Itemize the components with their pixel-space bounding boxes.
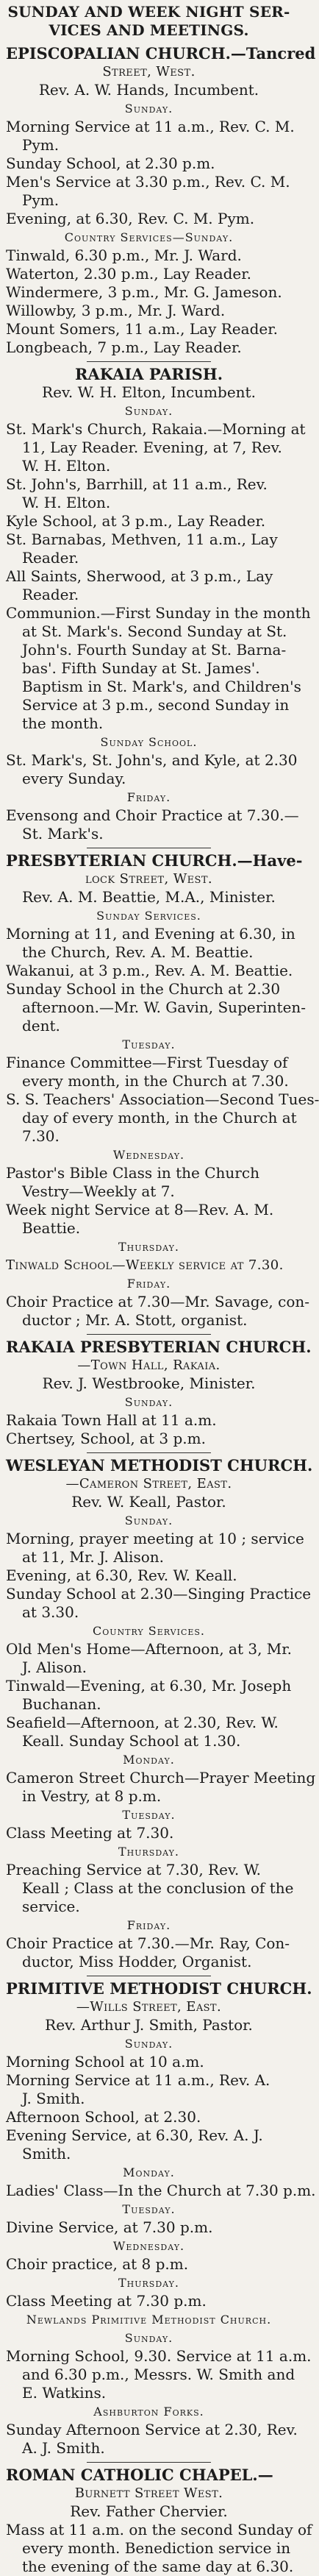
service-line: the evening of the same day at 6.30. <box>22 2558 294 2575</box>
service-line: Finance Committee—First Tuesday of <box>6 1054 288 1071</box>
service-line: Beattie. <box>22 1219 81 1237</box>
page-title-line-2: VICES AND MEETINGS. <box>49 21 249 39</box>
service-line: Men's Service at 3.30 p.m., Rev. C. M. <box>6 173 290 191</box>
section-minister: Rev. Father Chervier. <box>70 2502 228 2520</box>
day-subheading: Tuesday. <box>122 1037 176 1051</box>
day-subheading: Sunday. <box>124 2037 173 2051</box>
day-subheading: Country Services—Sunday. <box>64 230 234 244</box>
service-line: St. John's, Barrhill, at 11 a.m., Rev. <box>6 475 268 493</box>
day-subheading: Friday. <box>126 790 171 804</box>
service-line: Sunday School, at 2.30 p.m. <box>6 155 215 172</box>
service-line: every month, in the Church at 7.30. <box>22 1072 289 1090</box>
day-subheading: Ashburton Forks. <box>93 2405 204 2419</box>
section-street: —Cameron Street, East. <box>65 1476 232 1491</box>
page-title-line-1: SUNDAY AND WEEK NIGHT SER- <box>7 3 290 21</box>
day-subheading: Sunday. <box>124 2331 173 2345</box>
section-divider <box>87 1334 211 1335</box>
service-line: dent. <box>22 1017 60 1035</box>
day-subheading: Sunday. <box>124 1395 173 1409</box>
service-line: St. Mark's, St. John's, and Kyle, at 2.30 <box>6 751 298 769</box>
episcopalian-section <box>6 44 316 357</box>
service-line: Evensong and Choir Practice at 7.30.— <box>6 806 299 824</box>
service-line: Choir practice, at 8 p.m. <box>6 2255 189 2273</box>
service-line: Smith. <box>22 2145 71 2162</box>
service-line: Choir Practice at 7.30.—Mr. Ray, Con- <box>6 1934 290 1952</box>
section-heading: PRESBYTERIAN CHURCH.—Have- <box>6 851 303 870</box>
primitive-methodist-section <box>6 1979 316 2458</box>
service-line: Morning Service at 11 a.m., Rev. A. <box>6 2071 270 2089</box>
day-subheading: Tuesday. <box>122 2202 176 2216</box>
service-line: Morning, prayer meeting at 10 ; service <box>6 1530 304 1547</box>
service-line: ductor, Miss Hodder, Organist. <box>22 1953 252 1970</box>
service-line: Morning School at 10 a.m. <box>6 2053 204 2071</box>
roman-catholic-section <box>6 2466 312 2576</box>
day-subheading: Friday. <box>126 1918 171 1932</box>
section-minister: Rev. A. W. Hands, Incumbent. <box>38 81 259 99</box>
service-line: Choir Practice at 7.30—Mr. Savage, con- <box>6 1293 309 1310</box>
service-line: Seafield—Afternoon, at 2.30, Rev. W. <box>6 1714 279 1731</box>
day-subheading: Newlands Primitive Methodist Church. <box>26 2313 272 2327</box>
section-heading: RAKAIA PARISH. <box>74 365 223 383</box>
service-line: service. <box>22 1898 80 1915</box>
service-line: Willowby, 3 p.m., Mr. J. Ward. <box>6 302 226 319</box>
section-heading: EPISCOPALIAN CHURCH.—Tancred <box>6 44 316 63</box>
wesleyan-section <box>6 1456 316 1971</box>
service-line: Vestry—Weekly at 7. <box>22 1182 175 1200</box>
day-subheading: Sunday. <box>124 102 173 116</box>
service-line: Communion.—First Sunday in the month <box>6 604 311 622</box>
service-line: Reader. <box>22 549 79 567</box>
day-subheading: Thursday. <box>118 1845 180 1859</box>
section-heading: RAKAIA PRESBYTERIAN CHURCH. <box>6 1338 312 1356</box>
service-line: Kyle School, at 3 p.m., Lay Reader. <box>6 512 266 530</box>
service-line: Service at 3 p.m., second Sunday in <box>22 696 290 714</box>
section-street: Street, West. <box>102 64 196 79</box>
service-line: John's. Fourth Sunday at St. Barna- <box>22 641 287 659</box>
service-line: Mass at 11 a.m. on the second Sunday of <box>6 2521 312 2538</box>
service-line: Evening, at 6.30, Rev. C. M. Pym. <box>6 210 255 227</box>
section-street: —Wills Street, East. <box>76 1999 222 2015</box>
section-heading: ROMAN CATHOLIC CHAPEL.— <box>6 2466 273 2484</box>
service-line: Chertsey, School, at 3 p.m. <box>6 1430 206 1447</box>
service-line: at 3.30. <box>22 1603 79 1621</box>
service-line: Old Men's Home—Afternoon, at 3, Mr. <box>6 1640 292 1658</box>
section-divider <box>87 361 211 362</box>
service-line: Ladies' Class—In the Church at 7.30 p.m. <box>6 2182 316 2199</box>
service-line: 11, Lay Reader. Evening, at 7, Rev. <box>22 439 282 456</box>
service-line: Longbeach, 7 p.m., Lay Reader. <box>6 338 242 356</box>
service-line: Morning Service at 11 a.m., Rev. C. M. <box>6 118 295 135</box>
service-line: and 6.30 p.m., Messrs. W. Smith and <box>22 2366 295 2383</box>
day-subheading: Tuesday. <box>122 1808 176 1822</box>
service-line: Morning School, 9.30. Service at 11 a.m. <box>6 2347 312 2365</box>
section-street: lock Street, West. <box>85 871 213 887</box>
service-line: Wakanui, at 3 p.m., Rev. A. M. Beattie. <box>6 962 293 979</box>
section-divider <box>87 2462 211 2463</box>
service-line: Morning at 11, and Evening at 6.30, in <box>6 925 295 943</box>
day-subheading: Thursday. <box>118 2276 180 2290</box>
presbyterian-section <box>6 851 319 1330</box>
service-line: J. Alison. <box>22 1658 87 1676</box>
rakaia-presbyterian-section <box>6 1338 312 1448</box>
service-line: St. Mark's. <box>22 825 104 842</box>
service-line: Cameron Street Church—Prayer Meeting <box>6 1769 316 1786</box>
service-line: Afternoon School, at 2.30. <box>6 2108 201 2126</box>
service-line: All Saints, Sherwood, at 3 p.m., Lay <box>6 567 273 585</box>
service-line: W. H. Elton. <box>22 457 111 475</box>
service-line: at St. Mark's. Second Sunday at St. <box>22 622 287 640</box>
service-line: afternoon.—Mr. W. Gavin, Superinten- <box>22 998 307 1016</box>
service-line: Evening Service, at 6.30, Rev. A. J. <box>6 2126 263 2144</box>
service-line: Tinwald—Evening, at 6.30, Mr. Joseph <box>6 1677 292 1695</box>
service-line: Keall. Sunday School at 1.30. <box>22 1732 241 1750</box>
service-line: Windermere, 3 p.m., Mr. G. Jameson. <box>6 283 282 301</box>
service-line: Preaching Service at 7.30, Rev. W. <box>6 1861 262 1878</box>
section-minister: Rev. W. H. Elton, Incumbent. <box>42 383 256 401</box>
service-line: Keall ; Class at the conclusion of the <box>22 1879 294 1897</box>
service-line: St. Barnabas, Methven, 11 a.m., Lay <box>6 531 278 548</box>
service-line: day of every month, in the Church at <box>22 1109 297 1126</box>
day-subheading: Wednesday. <box>112 1148 185 1162</box>
service-line: Evening, at 6.30, Rev. W. Keall. <box>6 1566 237 1584</box>
day-subheading: Sunday School. <box>100 735 198 749</box>
service-line: ductor ; Mr. A. Stott, organist. <box>22 1311 248 1329</box>
section-heading: WESLEYAN METHODIST CHURCH. <box>6 1456 313 1475</box>
service-line: Pym. <box>22 191 60 209</box>
service-line: Tinwald, 6.30 p.m., Mr. J. Ward. <box>6 246 242 264</box>
service-line: Sunday School at 2.30—Singing Practice <box>6 1585 312 1603</box>
day-subheading: Thursday. <box>118 1240 180 1254</box>
service-line: A. J. Smith. <box>22 2439 105 2457</box>
service-line: every month. Benediction service in <box>22 2539 291 2557</box>
service-line: the Church, Rev. A. M. Beattie. <box>22 943 254 961</box>
section-minister: Rev. W. Keall, Pastor. <box>71 1493 226 1511</box>
service-line: Class Meeting at 7.30 p.m. <box>6 2292 207 2310</box>
service-line: Sunday School in the Church at 2.30 <box>6 980 281 998</box>
service-line: every Sunday. <box>22 770 126 787</box>
section-heading: PRIMITIVE METHODIST CHURCH. <box>6 1979 312 1998</box>
service-line: bas'. Fifth Sunday at St. James'. <box>22 659 260 677</box>
service-line: Pastor's Bible Class in the Church <box>6 1164 259 1182</box>
section-minister: Rev. A. M. Beattie, M.A., Minister. <box>22 888 276 906</box>
day-subheading: Sunday Services. <box>96 909 201 923</box>
service-line: Rakaia Town Hall at 11 a.m. <box>6 1411 217 1429</box>
service-line: St. Mark's Church, Rakaia.—Morning at <box>6 420 306 438</box>
day-subheading: Sunday. <box>124 404 173 418</box>
day-subheading: Wednesday. <box>112 2239 185 2253</box>
day-subheading: Monday. <box>123 1753 175 1767</box>
service-line: the month. <box>22 714 104 732</box>
section-street: Burnett Street West. <box>74 2485 223 2501</box>
service-line: Pym. <box>22 136 60 154</box>
service-line: Divine Service, at 7.30 p.m. <box>6 2218 213 2236</box>
day-subheading: Sunday. <box>124 1514 173 1527</box>
service-line: at 11, Mr. J. Alison. <box>22 1548 164 1566</box>
service-line: Reader. <box>22 586 79 603</box>
service-line: in Vestry, at 8 p.m. <box>22 1787 162 1805</box>
service-line: Class Meeting at 7.30. <box>6 1824 174 1842</box>
section-minister: Rev. Arthur J. Smith, Pastor. <box>45 2016 253 2034</box>
rakaia-parish-section <box>6 365 311 843</box>
service-line: J. Smith. <box>22 2090 85 2107</box>
service-line: Mount Somers, 11 a.m., Lay Reader. <box>6 320 278 338</box>
day-subheading: Country Services. <box>92 1624 206 1638</box>
service-line: W. H. Elton. <box>22 494 111 511</box>
service-line: Sunday Afternoon Service at 2.30, Rev. <box>6 2421 298 2438</box>
day-subheading: Friday. <box>126 1277 171 1291</box>
service-line: Baptism in St. Mark's, and Children's <box>22 678 301 695</box>
section-street: —Town Hall, Rakaia. <box>77 1358 221 1373</box>
service-line: E. Watkins. <box>22 2384 107 2402</box>
day-subheading: Monday. <box>123 2165 175 2179</box>
service-line: Tinwald School—Weekly service at 7.30. <box>6 1257 284 1273</box>
section-minister: Rev. J. Westbrooke, Minister. <box>42 1374 256 1392</box>
service-line: S. S. Teachers' Association—Second Tues- <box>6 1090 319 1108</box>
service-line: 7.30. <box>22 1127 60 1145</box>
service-line: Week night Service at 8—Rev. A. M. <box>6 1201 274 1218</box>
service-line: Buchanan. <box>22 1695 101 1713</box>
service-line: Waterton, 2.30 p.m., Lay Reader. <box>6 265 251 283</box>
section-divider <box>87 1452 211 1453</box>
